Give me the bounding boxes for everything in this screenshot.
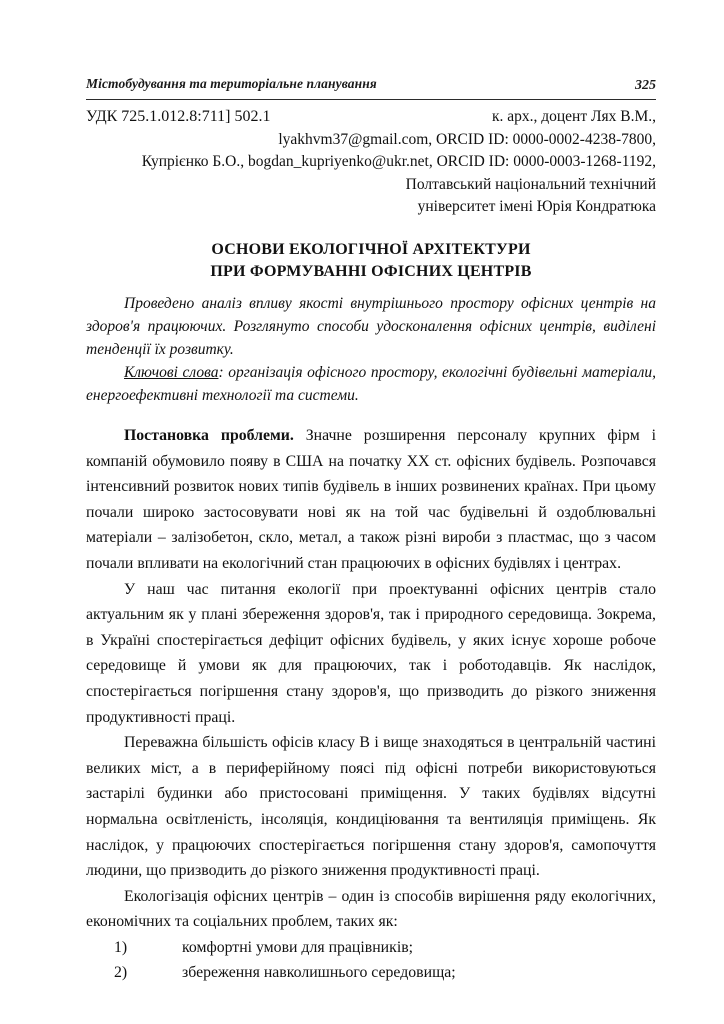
list-item-label: комфортні умови для працівників;: [182, 938, 414, 956]
list-item: [86, 960, 656, 986]
title-line-2: ПРИ ФОРМУВАННІ ОФІСНИХ ЦЕНТРІВ: [210, 262, 532, 280]
paragraph-problem-statement: [86, 423, 656, 577]
header-divider: [86, 99, 656, 100]
keywords-separator: :: [218, 364, 229, 381]
udk-code: УДК 725.1.012.8:711] 502.1: [86, 108, 271, 125]
keywords-label: Ключові слова: [124, 364, 219, 381]
title-line-1: ОСНОВИ ЕКОЛОГІЧНОЇ АРХІТЕКТУРИ: [211, 240, 531, 258]
udk-and-author-row: [86, 106, 656, 129]
list-item-marker: 1): [114, 938, 128, 956]
keywords-block: [86, 361, 656, 407]
list-item-label: збереження навколишнього середовища;: [182, 964, 456, 982]
author-contact-line-1: lyakhvm37@gmail.com, ORCID ID: 0000-0002-4238-7800,: [278, 130, 656, 148]
paragraph-ecology-relevance: У наш час питання екології при проектуванні офісних центрів стало актуальним як у плані збереження здоров'я, так і природного середовища. Зокрема, в Україні спостерігається дефіцит офісних будівель, у яких існує хороше робоче середовище й умови як для працюючих, так і роботодавців. Як наслідок, спостерігається погіршення стану здоров'я, що призводить до різкого зниження продуктивності праці.: [86, 580, 656, 726]
running-head: [86, 76, 656, 100]
author-contact-line-2: Купрієнко Б.О., bogdan_kupriyenko@ukr.net, ORCID ID: 0000-0003-1268-1192,: [141, 153, 656, 170]
list-item: [86, 935, 656, 961]
page-number: 325: [635, 78, 656, 93]
affiliation-line-1: Полтавський національний технічний: [405, 175, 656, 193]
paragraph-text: Значне розширення персоналу крупних фірм і компаній обумовило появу в США на початку XX ст. офісних будівель. Розпочався інтенсивний розвиток нових типів будівель в інших розвинених країнах. При цьому почали широко застосовувати нові як на той час будівельні й оздоблювальні матеріали – залізобетон, скло, метал, а також різні вироби з пластмас, що з часом почали впливати на екологічний стан працюючих в офісних будівлях і центрах.: [86, 427, 656, 572]
keywords-text: організація офісного простору, екологічні будівельні матеріали, енергоефективні технології та системи.: [86, 364, 656, 404]
metadata-block: [86, 106, 656, 219]
page-title: [86, 239, 656, 283]
author-role: к. арх., доцент Лях В.М.,: [491, 108, 656, 125]
body-content: [86, 423, 656, 986]
abstract-text: Проведено аналіз впливу якості внутрішнього простору офісних центрів на здоров'я працюючих. Розглянуто способи удосконалення офісних центрів, виділені тенденції їх розвитку.: [86, 295, 656, 358]
list-item-marker: 2): [114, 964, 128, 982]
affiliation-line-2: університет імені Юрія Кондратюка: [417, 198, 656, 215]
paragraph-greening-intro: Екологізація офісних центрів – один із способів вирішення ряду екологічних, економічних та соціальних проблем, таких як:: [86, 887, 656, 931]
benefits-list: [86, 935, 656, 986]
running-head-title: Містобудування та територіальне планування: [86, 76, 377, 91]
paragraph-lead-label: Постановка проблеми.: [124, 427, 294, 444]
paragraph-office-class-distribution: Переважна більшість офісів класу В і вище знаходяться в центральній частині великих міст, а в периферійному поясі під офісні потреби використовуються застарілі будинки або пристосовані приміщення. У таких будівлях відсутні нормальна освітленість, інсоляція, кондиціювання та вентиляція приміщень. Як наслідок, у працюючих спостерігається погіршення стану здоров'я, самопочуття людини, що призводить до різкого зниження продуктивності праці.: [86, 734, 656, 880]
